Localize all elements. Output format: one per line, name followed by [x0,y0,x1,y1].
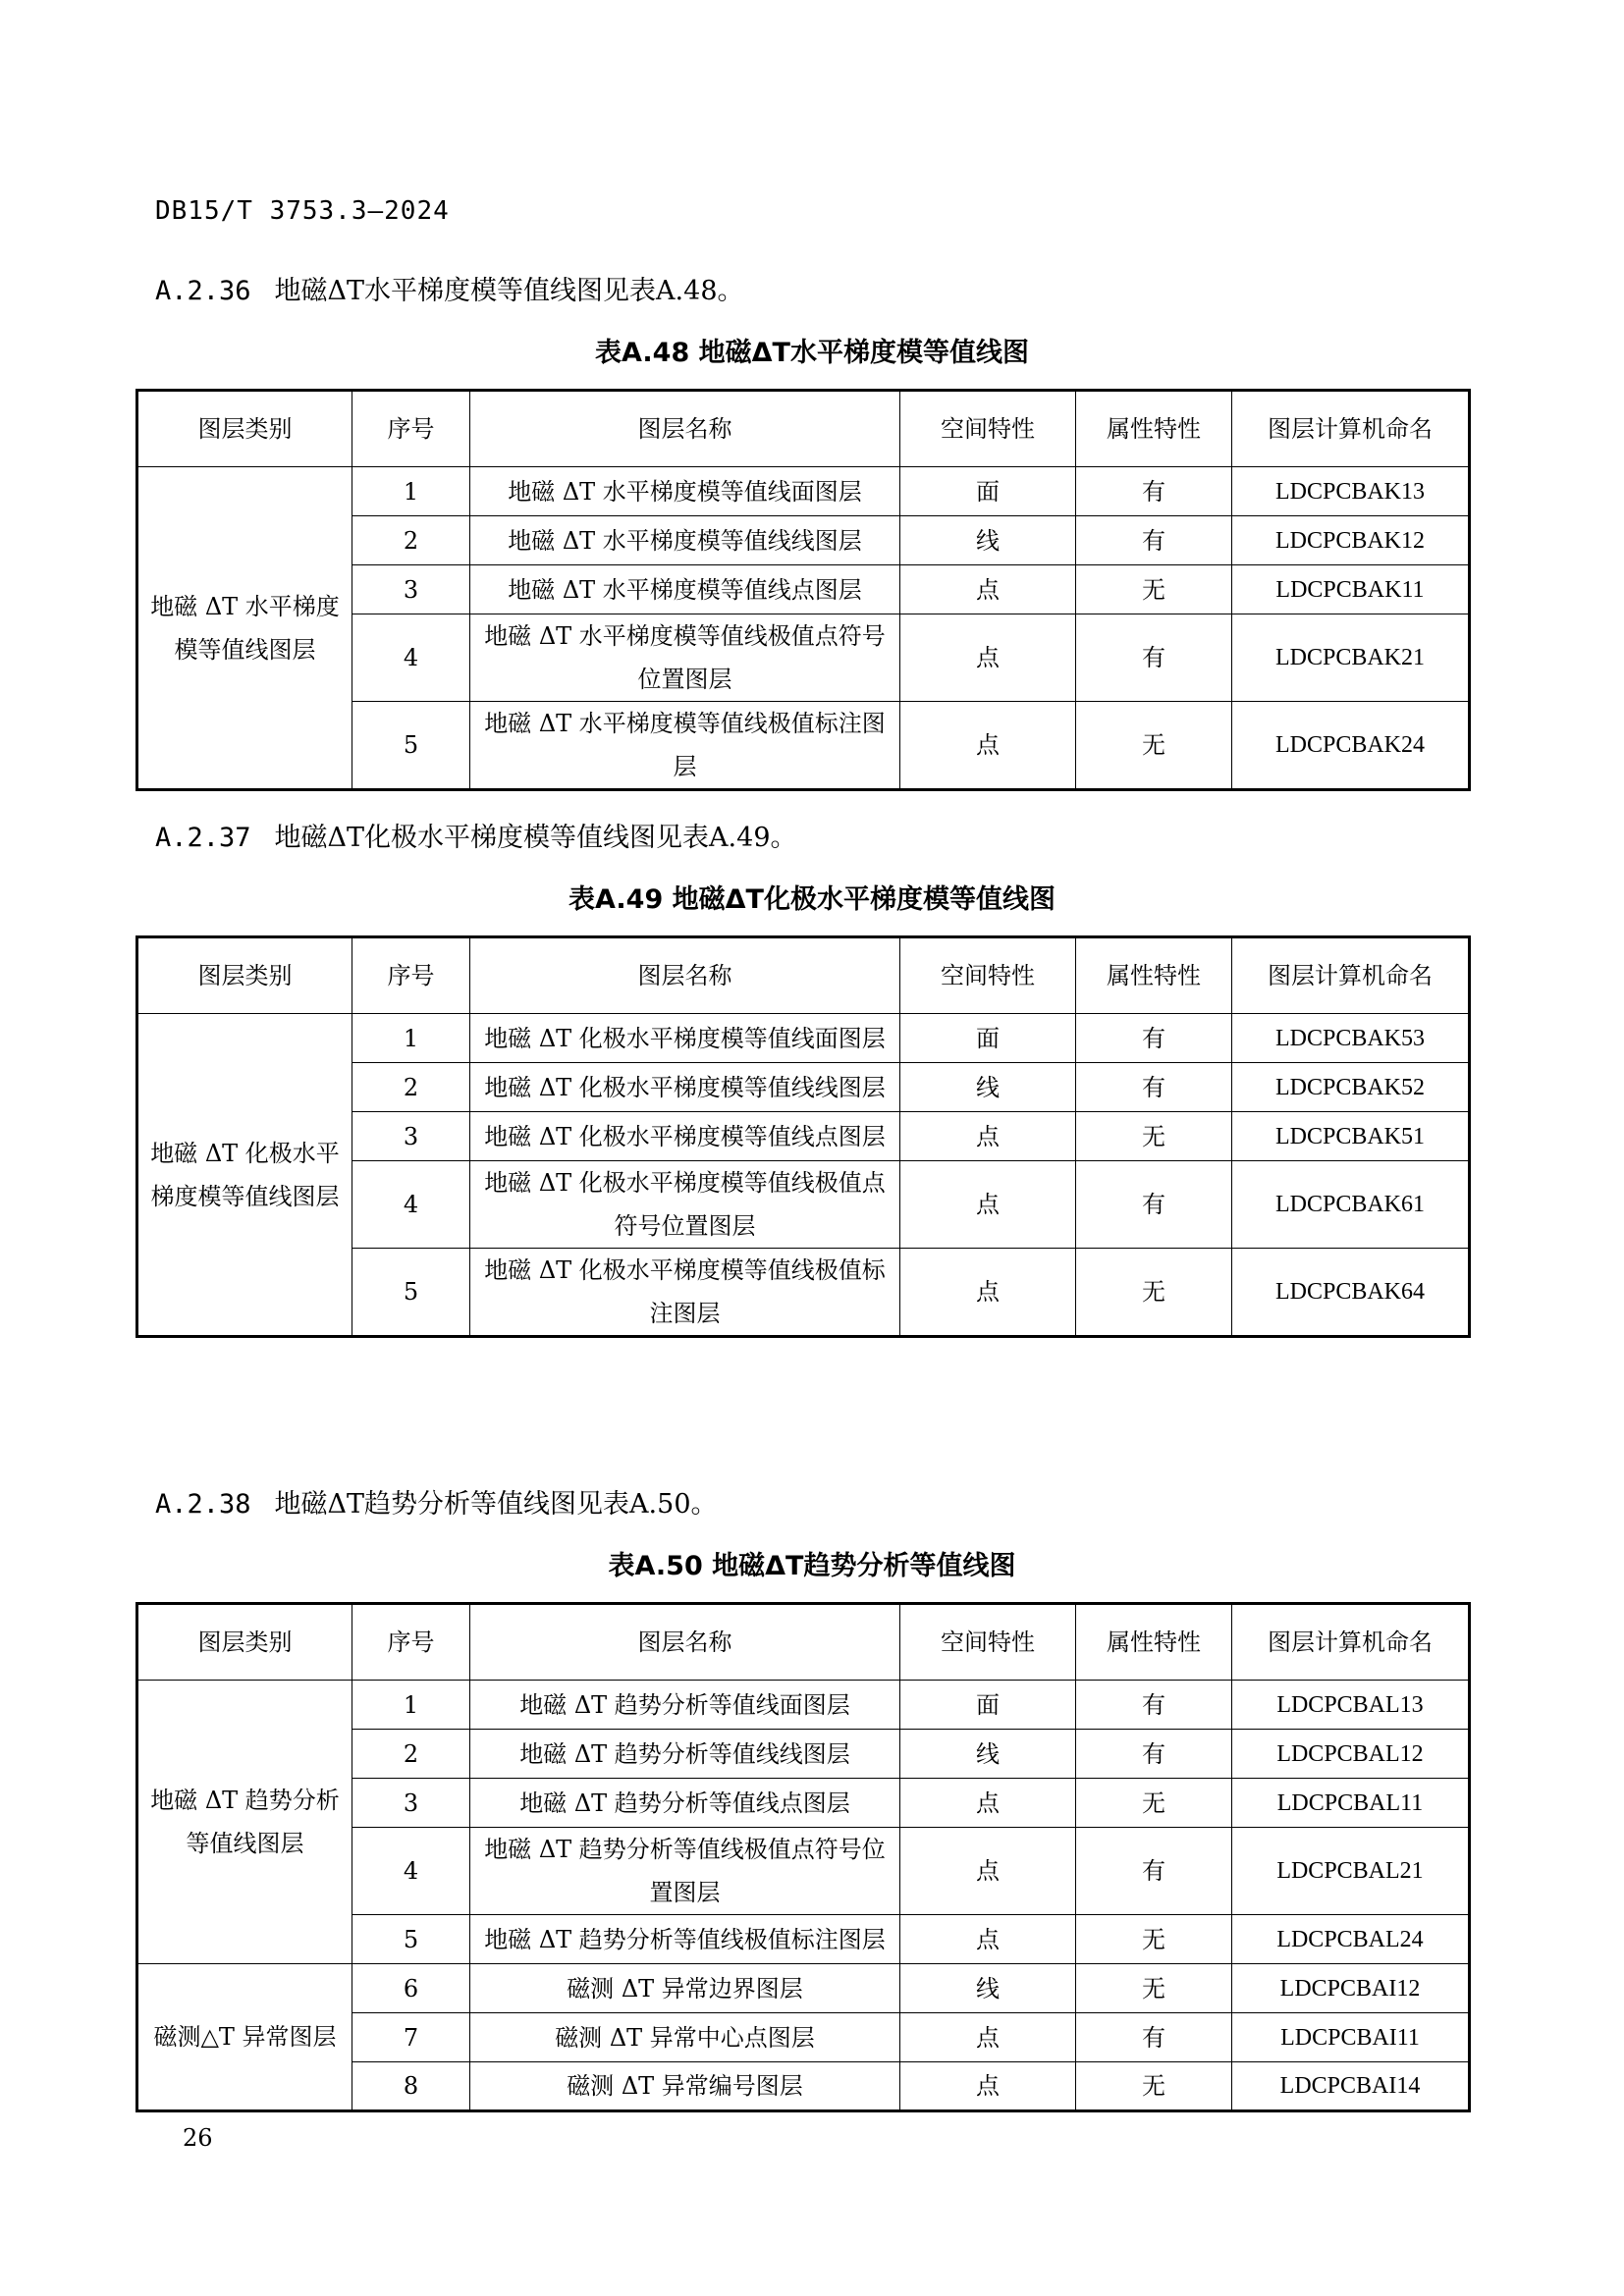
column-header: 图层类别 [137,391,352,467]
layer-category-cell: 地磁 ΔT 水平梯度模等值线图层 [137,467,352,790]
sequence-cell: 7 [352,2013,470,2062]
column-header: 图层名称 [470,1604,900,1681]
attribute-property-cell: 有 [1076,1681,1232,1730]
attribute-property-cell: 无 [1076,565,1232,614]
computer-name-cell: LDCPCBAK51 [1232,1112,1470,1161]
spatial-property-cell: 点 [900,1249,1076,1337]
spatial-property-cell: 点 [900,1828,1076,1915]
attribute-property-cell: 有 [1076,1063,1232,1112]
table-row [137,1014,1470,1063]
spatial-property-cell: 面 [900,1681,1076,1730]
spatial-property-cell: 点 [900,1915,1076,1964]
computer-name-cell: LDCPCBAL12 [1232,1730,1470,1779]
attribute-property-cell: 无 [1076,1779,1232,1828]
sequence-cell: 6 [352,1964,470,2013]
computer-name-cell: LDCPCBAK53 [1232,1014,1470,1063]
column-header: 图层名称 [470,391,900,467]
clause-number: A.2.37 [155,823,251,853]
table-caption-a49: 表A.49 地磁ΔT化极水平梯度模等值线图 [568,884,1056,915]
layer-category-cell: 磁测△T 异常图层 [137,1964,352,2111]
layer-name-cell: 地磁 ΔT 化极水平梯度模等值线线图层 [470,1063,900,1112]
computer-name-cell: LDCPCBAK12 [1232,516,1470,565]
sequence-cell: 4 [352,614,470,702]
layer-name-cell: 地磁 ΔT 水平梯度模等值线极值点符号位置图层 [470,614,900,702]
computer-name-cell: LDCPCBAI11 [1232,2013,1470,2062]
computer-name-cell: LDCPCBAK24 [1232,702,1470,790]
clause-text: 地磁ΔT化极水平梯度模等值线图见表A.49。 [274,823,797,853]
sequence-cell: 8 [352,2062,470,2111]
sequence-cell: 3 [352,1779,470,1828]
layer-name-cell: 地磁 ΔT 化极水平梯度模等值线极值标注图层 [470,1249,900,1337]
computer-name-cell: LDCPCBAI14 [1232,2062,1470,2111]
computer-name-cell: LDCPCBAL21 [1232,1828,1470,1915]
column-header: 图层计算机命名 [1232,1604,1470,1681]
clause-number: A.2.36 [155,276,251,306]
column-header: 序号 [352,1604,470,1681]
column-header: 空间特性 [900,391,1076,467]
sequence-cell: 4 [352,1828,470,1915]
attribute-property-cell: 有 [1076,1730,1232,1779]
computer-name-cell: LDCPCBAK52 [1232,1063,1470,1112]
table-row [137,1964,1470,2013]
clause-a2-38 [155,1482,718,1521]
spatial-property-cell: 线 [900,516,1076,565]
clause-a2-36 [155,269,744,307]
computer-name-cell: LDCPCBAL24 [1232,1915,1470,1964]
sequence-cell: 1 [352,1014,470,1063]
spatial-property-cell: 点 [900,1161,1076,1249]
computer-name-cell: LDCPCBAI12 [1232,1964,1470,2013]
spatial-property-cell: 点 [900,2013,1076,2062]
layer-name-cell: 磁测 ΔT 异常编号图层 [470,2062,900,2111]
spatial-property-cell: 点 [900,565,1076,614]
attribute-property-cell: 无 [1076,702,1232,790]
table-header-row [137,391,1470,467]
sequence-cell: 5 [352,1915,470,1964]
layer-name-cell: 磁测 ΔT 异常中心点图层 [470,2013,900,2062]
attribute-property-cell: 无 [1076,1915,1232,1964]
spatial-property-cell: 线 [900,1063,1076,1112]
computer-name-cell: LDCPCBAK11 [1232,565,1470,614]
sequence-cell: 2 [352,516,470,565]
column-header: 图层类别 [137,937,352,1014]
column-header: 序号 [352,391,470,467]
layer-name-cell: 地磁 ΔT 趋势分析等值线点图层 [470,1779,900,1828]
sequence-cell: 5 [352,702,470,790]
table-caption-a50: 表A.50 地磁ΔT趋势分析等值线图 [608,1551,1016,1581]
spatial-property-cell: 点 [900,1112,1076,1161]
page-number: 26 [183,2124,213,2152]
column-header: 图层计算机命名 [1232,937,1470,1014]
layer-name-cell: 地磁 ΔT 水平梯度模等值线面图层 [470,467,900,516]
attribute-property-cell: 有 [1076,467,1232,516]
column-header: 属性特性 [1076,937,1232,1014]
attribute-property-cell: 有 [1076,1828,1232,1915]
spatial-property-cell: 线 [900,1730,1076,1779]
column-header: 序号 [352,937,470,1014]
spatial-property-cell: 点 [900,1779,1076,1828]
layer-name-cell: 地磁 ΔT 水平梯度模等值线线图层 [470,516,900,565]
layer-name-cell: 地磁 ΔT 化极水平梯度模等值线面图层 [470,1014,900,1063]
table-header-row [137,1604,1470,1681]
sequence-cell: 3 [352,1112,470,1161]
layer-name-cell: 地磁 ΔT 水平梯度模等值线点图层 [470,565,900,614]
spatial-property-cell: 点 [900,614,1076,702]
sequence-cell: 4 [352,1161,470,1249]
document-code-header: DB15/T 3753.3—2024 [155,196,450,226]
sequence-cell: 2 [352,1730,470,1779]
sequence-cell: 1 [352,1681,470,1730]
layer-name-cell: 地磁 ΔT 趋势分析等值线极值标注图层 [470,1915,900,1964]
table-a50 [135,1602,1471,2112]
spatial-property-cell: 点 [900,702,1076,790]
attribute-property-cell: 有 [1076,1161,1232,1249]
layer-name-cell: 磁测 ΔT 异常边界图层 [470,1964,900,2013]
column-header: 图层计算机命名 [1232,391,1470,467]
spatial-property-cell: 面 [900,467,1076,516]
attribute-property-cell: 有 [1076,516,1232,565]
spatial-property-cell: 点 [900,2062,1076,2111]
sequence-cell: 5 [352,1249,470,1337]
sequence-cell: 1 [352,467,470,516]
spatial-property-cell: 面 [900,1014,1076,1063]
attribute-property-cell: 无 [1076,1249,1232,1337]
layer-name-cell: 地磁 ΔT 趋势分析等值线极值点符号位置图层 [470,1828,900,1915]
table-a49 [135,935,1471,1338]
attribute-property-cell: 有 [1076,1014,1232,1063]
attribute-property-cell: 有 [1076,614,1232,702]
computer-name-cell: LDCPCBAL11 [1232,1779,1470,1828]
computer-name-cell: LDCPCBAK61 [1232,1161,1470,1249]
clause-text: 地磁ΔT趋势分析等值线图见表A.50。 [274,1489,718,1520]
spatial-property-cell: 线 [900,1964,1076,2013]
layer-category-cell: 地磁 ΔT 趋势分析等值线图层 [137,1681,352,1964]
layer-category-cell: 地磁 ΔT 化极水平梯度模等值线图层 [137,1014,352,1337]
clause-a2-37 [155,816,797,854]
attribute-property-cell: 无 [1076,2062,1232,2111]
layer-name-cell: 地磁 ΔT 水平梯度模等值线极值标注图层 [470,702,900,790]
computer-name-cell: LDCPCBAL13 [1232,1681,1470,1730]
layer-name-cell: 地磁 ΔT 化极水平梯度模等值线极值点符号位置图层 [470,1161,900,1249]
column-header: 空间特性 [900,1604,1076,1681]
table-row [137,1681,1470,1730]
layer-name-cell: 地磁 ΔT 化极水平梯度模等值线点图层 [470,1112,900,1161]
table-a48 [135,389,1471,791]
column-header: 属性特性 [1076,1604,1232,1681]
column-header: 图层名称 [470,937,900,1014]
sequence-cell: 3 [352,565,470,614]
computer-name-cell: LDCPCBAK13 [1232,467,1470,516]
column-header: 属性特性 [1076,391,1232,467]
computer-name-cell: LDCPCBAK21 [1232,614,1470,702]
table-row [137,467,1470,516]
computer-name-cell: LDCPCBAK64 [1232,1249,1470,1337]
layer-name-cell: 地磁 ΔT 趋势分析等值线线图层 [470,1730,900,1779]
table-caption-a48: 表A.48 地磁ΔT水平梯度模等值线图 [595,338,1029,368]
table-header-row [137,937,1470,1014]
column-header: 图层类别 [137,1604,352,1681]
clause-number: A.2.38 [155,1489,251,1520]
column-header: 空间特性 [900,937,1076,1014]
clause-text: 地磁ΔT水平梯度模等值线图见表A.48。 [274,276,744,306]
attribute-property-cell: 无 [1076,1112,1232,1161]
attribute-property-cell: 有 [1076,2013,1232,2062]
sequence-cell: 2 [352,1063,470,1112]
layer-name-cell: 地磁 ΔT 趋势分析等值线面图层 [470,1681,900,1730]
attribute-property-cell: 无 [1076,1964,1232,2013]
